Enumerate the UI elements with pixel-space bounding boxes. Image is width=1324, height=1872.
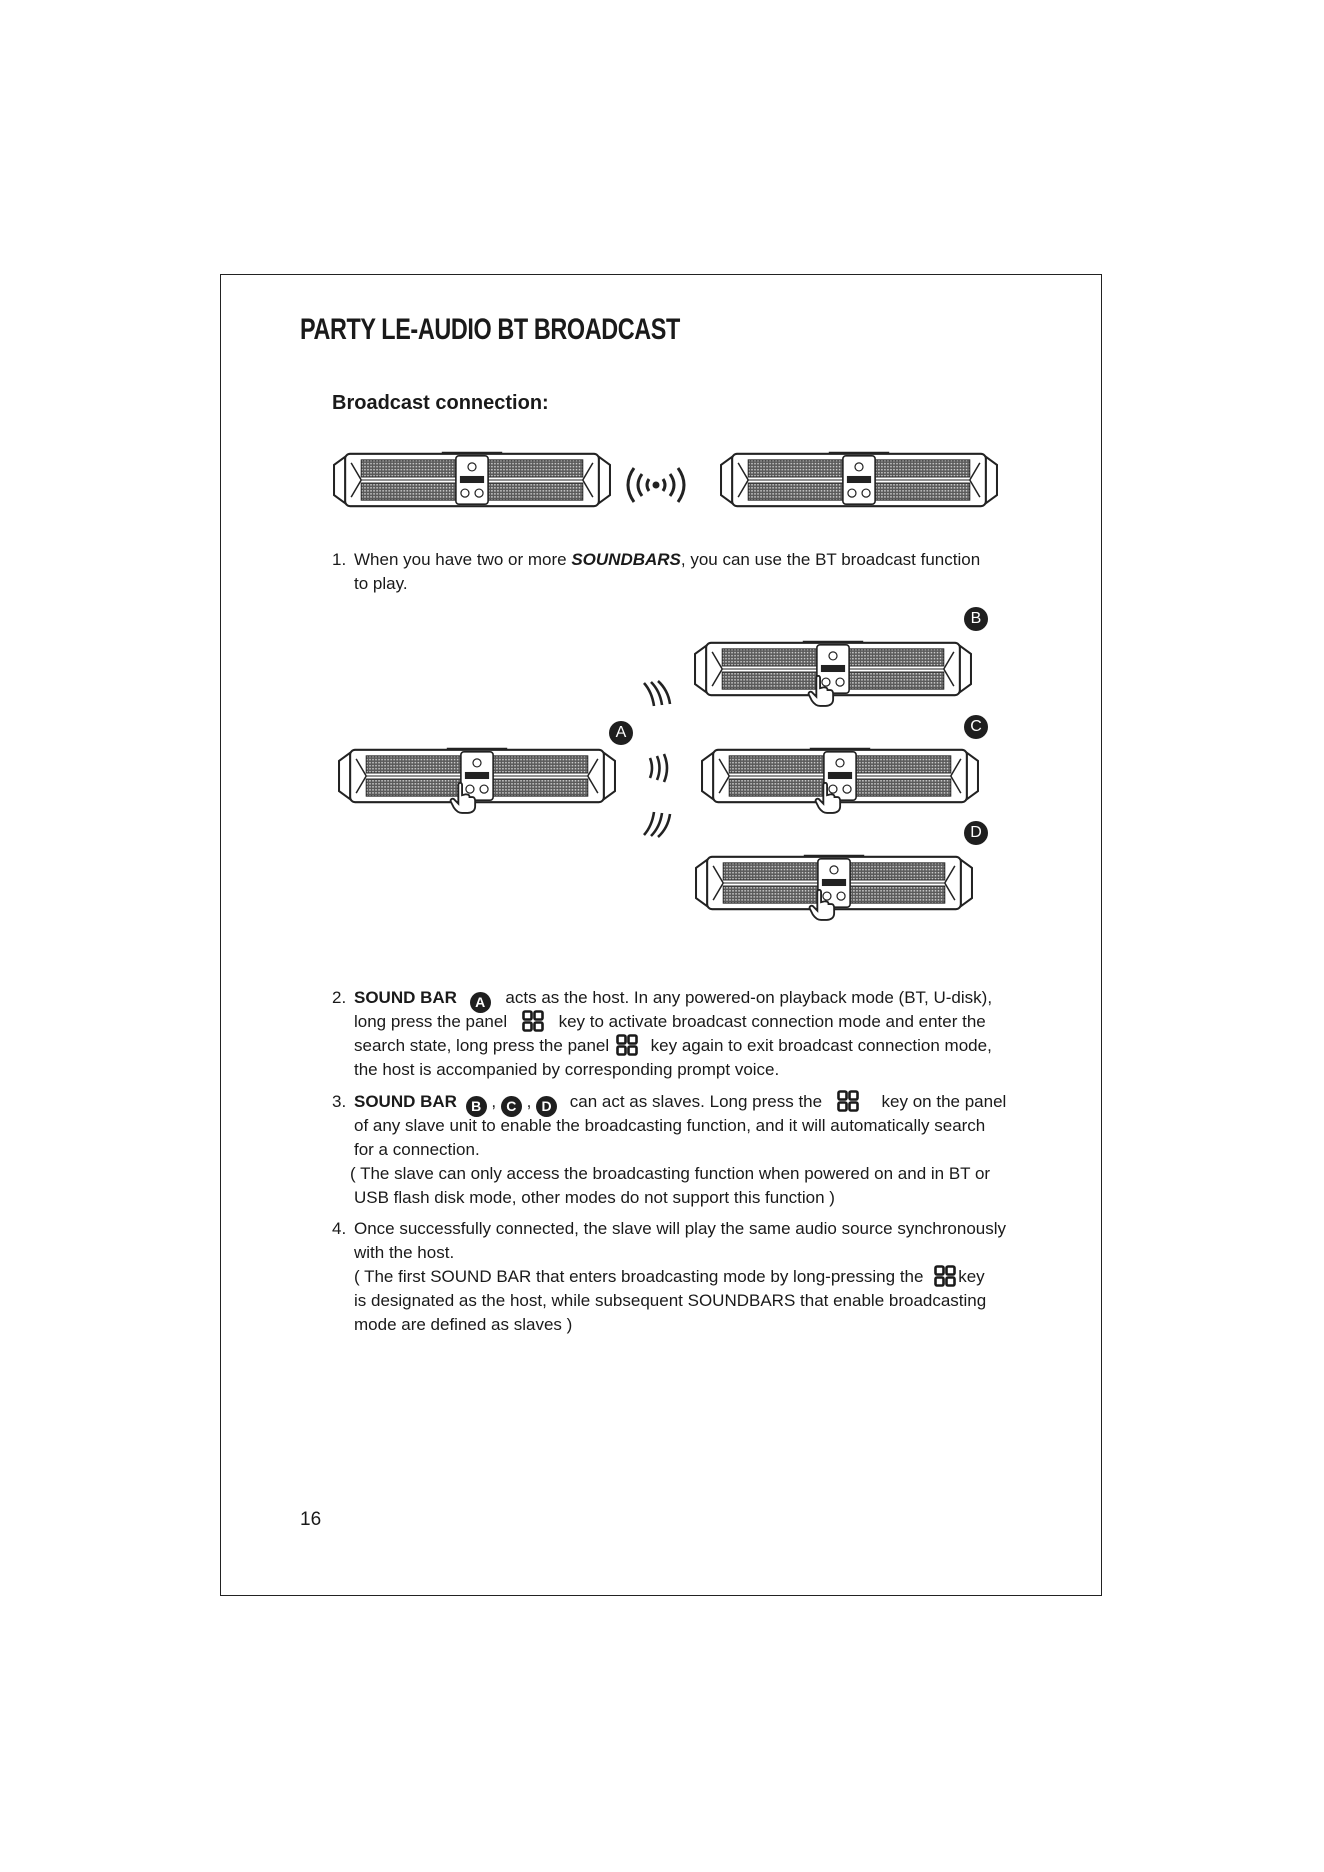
badge-b: B [964, 607, 988, 631]
text: key again to exit broadcast connection mode, [650, 1036, 992, 1055]
hand-press-icon [814, 782, 842, 814]
text: , you can use the BT broadcast function [680, 550, 981, 569]
step-4-line-4: is designated as the host, while subsequent SOUNDBARS that enable broadcasting [354, 1291, 987, 1310]
soundbar-host-icon [336, 746, 618, 806]
step-2-line-2 [354, 1010, 986, 1034]
step-3-line-2: of any slave unit to enable the broadcasting function, and it will automatically search [354, 1116, 986, 1135]
soundbar-icon [718, 450, 1000, 510]
step-1-line-2: to play. [354, 574, 408, 593]
hand-press-icon [808, 889, 836, 921]
step-2-line-1 [354, 986, 992, 1013]
broadcast-key-icon [616, 1034, 638, 1056]
badge-d: D [536, 1096, 557, 1117]
step-4-line-2: with the host. [354, 1243, 455, 1262]
text: long press the panel [354, 1012, 508, 1031]
signal-wave-icon [638, 808, 674, 838]
badge-b: B [466, 1096, 487, 1117]
step-4-line-1: Once successfully connected, the slave will play the same audio source synchronously [354, 1219, 1007, 1238]
broadcast-key-icon [522, 1010, 544, 1032]
badge-a: A [470, 992, 491, 1013]
signal-wave-icon [638, 680, 674, 710]
badge-a: A [609, 721, 633, 745]
wireless-signal-icon [620, 464, 692, 506]
text: key [958, 1267, 985, 1286]
step-number: 3. [332, 1092, 347, 1111]
section-heading: Broadcast connection: [332, 392, 549, 414]
step-3-line-3: for a connection. [354, 1140, 480, 1159]
step-3-note-2: USB flash disk mode, other modes do not support this function ) [354, 1188, 835, 1207]
text: ( The first SOUND BAR that enters broadcasting mode by long-pressing the [354, 1267, 924, 1286]
text: acts as the host. In any powered-on playback mode (BT, U-disk), [505, 988, 993, 1007]
text: search state, long press the panel [354, 1036, 610, 1055]
text: When you have two or more [354, 550, 572, 569]
sound-bar-label: SOUND BAR [354, 988, 457, 1007]
step-number: 2. [332, 988, 347, 1007]
badge-d: D [964, 821, 988, 845]
step-2-line-4: the host is accompanied by corresponding prompt voice. [354, 1060, 780, 1079]
broadcast-key-icon [934, 1265, 956, 1287]
page-number: 16 [300, 1509, 322, 1530]
step-3-note-1: ( The slave can only access the broadcasting function when powered on and in BT or [350, 1164, 991, 1183]
step-4-line-5: mode are defined as slaves ) [354, 1315, 573, 1334]
hand-press-icon [807, 675, 835, 707]
hand-press-icon [449, 782, 477, 814]
badge-c: C [501, 1096, 522, 1117]
text: key on the panel [881, 1092, 1007, 1111]
text: can act as slaves. Long press the [569, 1092, 823, 1111]
sound-bar-label: SOUND BAR [354, 1092, 457, 1111]
step-1-line-1 [354, 548, 980, 572]
broadcast-key-icon [837, 1090, 859, 1112]
page-title: PARTY LE-AUDIO BT BROADCAST [300, 313, 680, 346]
emphasis-text: SOUNDBARS [571, 550, 681, 569]
step-number: 1. [332, 550, 347, 569]
step-number: 4. [332, 1219, 347, 1238]
badge-c: C [964, 715, 988, 739]
text: key to activate broadcast connection mode and enter the [558, 1012, 986, 1031]
soundbar-icon [331, 450, 613, 510]
signal-wave-icon [646, 752, 672, 784]
step-3-line-1: SOUND BAR B , C , D can act as slaves. Long press the key on the panel [354, 1090, 1006, 1117]
step-2-line-3 [354, 1034, 992, 1058]
step-4-line-3 [354, 1265, 985, 1289]
